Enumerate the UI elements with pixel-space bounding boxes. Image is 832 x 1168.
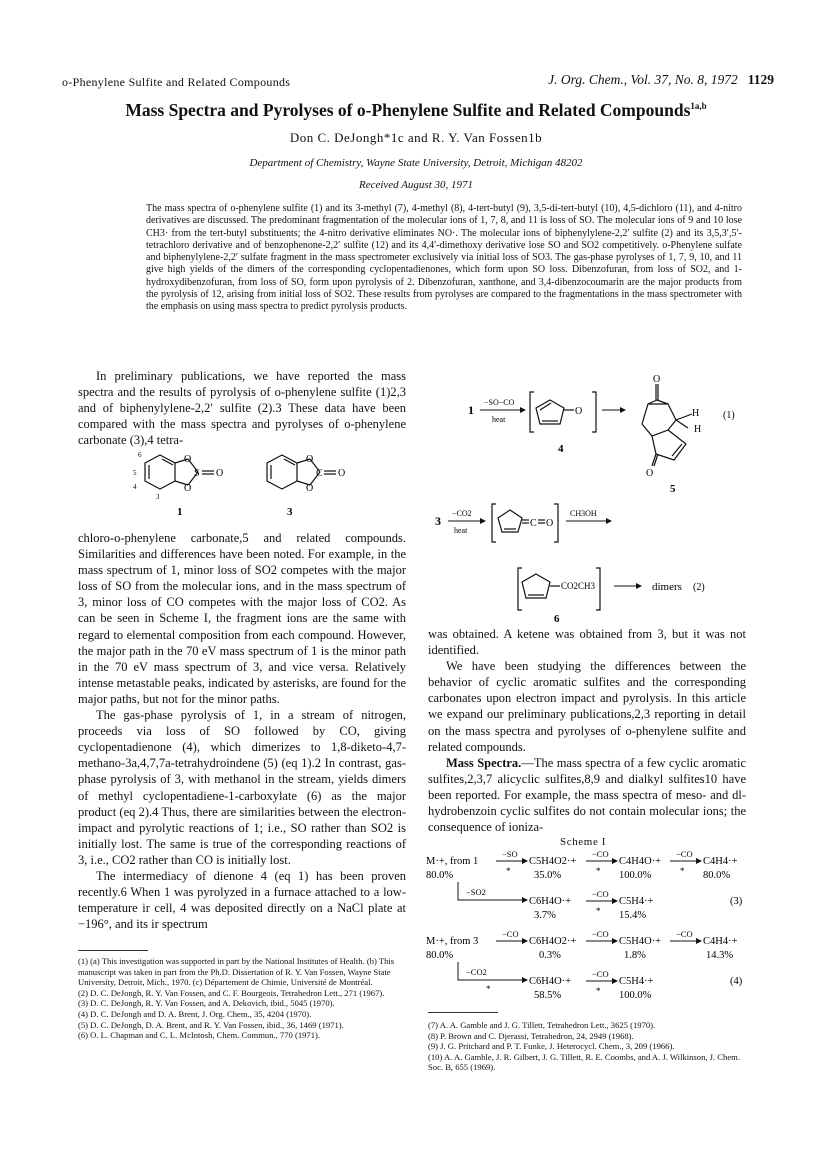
col1-block-b [78,530,406,932]
col1-paragraph-4: The intermediacy of dienone 4 (eq 1) has been proven recently.6 When 1 was pyrolyzed in a furnace attached to a low-temperature ir cell, 4 was deposited directly on a NaCl plate at −196°, and its ir spectrum [78,868,406,932]
dimer-5-oxygen-top: O [653,374,661,385]
ion-label: C4H4O·+ [619,856,662,867]
dimer-5-h1: H [692,408,700,419]
ion-abundance: 15.4% [619,910,647,921]
footnotes-left [78,956,406,1041]
scheme-label: Scheme I [560,836,607,848]
section-heading: Mass Spectra. [446,755,522,770]
col2-block [428,626,746,835]
structure-3 [267,455,336,489]
eq2-number: (2) [693,582,705,593]
eq4-number: (4) [730,976,743,987]
ion-abundance: 58.5% [534,990,562,1000]
ion-abundance: 35.0% [534,870,562,881]
col1-block-a [78,368,406,448]
eq1-reagent-top: −SO−CO [484,398,515,407]
structure-3-o-bottom: O [306,483,314,494]
eq2-arrowhead-3 [636,583,642,589]
ketene-o: O [546,518,554,529]
ring-number-5: 5 [133,469,137,477]
loss-label: −SO2 [466,887,486,897]
col2-paragraph-3 [428,755,746,835]
footnote: (10) A. A. Gamble, J. R. Gilbert, J. G. Tillett, R. E. Coombs, and A. J. Wilkinson, J. Chem. Soc. B, 655 (1969). [428,1051,740,1073]
eq1-start: 1 [468,403,474,417]
eq2-start: 3 [435,514,441,528]
ion-abundance: 1.8% [624,950,646,961]
running-head-left: o-Phenylene Sulfite and Related Compounds [62,75,291,89]
footnote: (6) O. L. Chapman and C. L. McIntosh, Chem. Commun., 770 (1971). [78,1030,321,1041]
metastable-mark: * [486,984,491,994]
eq1-reagent-bottom: heat [492,415,506,424]
scheme-start-1: M·+, from 1 [426,856,479,867]
eq2-arrowhead [480,518,486,524]
journal-citation: J. Org. Chem., Vol. 37, No. 8, 1972 [548,72,738,87]
footnote: (8) P. Brown and C. Djerassi, Tetrahedron, 24, 2949 (1968). [428,1030,634,1041]
ion-abundance: 0.3% [539,950,561,961]
metastable-mark: * [596,986,601,996]
dimer-5-oxygen-bottom: O [646,468,654,479]
eq1-intermediate-label: 4 [558,443,564,455]
article-title [0,100,832,121]
col2-paragraph-1: was obtained. A ketene was obtained from 3, but it was not identified. [428,627,746,658]
loss-label: −CO [592,929,609,939]
structure-1-o-bottom: O [184,483,192,494]
eq3-number: (3) [730,896,743,907]
eq1-arrowhead-2 [620,407,626,413]
loss-label: −CO [592,850,609,859]
footnotes-right [428,1020,746,1073]
metastable-mark: * [596,866,601,876]
footnote: (1) (a) This investigation was supported in part by the National Institutes of Health. (b) This manuscript was taken in part from the Ph.D. Dissertation of R. Y. Van Fossen, Wayne State University, Detroit, Mich., 1970. (c) Département de Chimie, Université de Montréal. [78,956,395,988]
footnote: (5) D. C. DeJongh, D. A. Brent, and R. Y. Van Fossen, ibid., 36, 1469 (1971). [78,1019,344,1030]
ring-number-4: 4 [133,483,137,491]
ion-label: C4H4·+ [703,936,738,947]
loss-label: −CO [592,889,609,899]
loss-label: −SO [502,850,518,859]
title-text: Mass Spectra and Pyrolyses of o-Phenylene Sulfite and Related Compounds [125,100,691,120]
structure-1-label: 1 [177,506,183,518]
eq2-product: dimers [652,581,682,593]
eq1-product-label: 5 [670,483,676,495]
running-head-right [548,72,774,88]
ion-label: C6H4O·+ [529,896,572,907]
structure-1-o-exo: O [216,468,224,479]
ion-label: C5H4·+ [619,976,654,987]
eq2-arrowhead-2 [606,518,612,524]
ketene-c: C [530,518,537,529]
ion-label: C5H4·+ [619,896,654,907]
col1-paragraph-1: In preliminary publications, we have reported the mass spectra and the results of pyrolysis of o-phenylene sulfite (1)2,3 and of biphenylylene-2,2′ sulfite (2).3 These data have been compared with the mass spectra and pyrolyses of o-phenylene carbonate (3),4 tetra- [78,369,406,448]
metastable-mark: * [680,866,685,876]
abstract: The mass spectra of o-phenylene sulfite (1) and its 3-methyl (7), 4-methyl (8), 4-tert-butyl (9), 3,5-di-tert-butyl (10), 4,5-dichloro (11), and 4-nitro derivatives are discussed. The predominant fragmentation of the molecular ions of 1, 7, 8, and 11 is loss of SO. The molecular ions of 9 and 10 lose CH3· from the tert-butyl substituents; the 4-nitro derivative eliminates NO·. The molecular ions of biphenylylene-2,2′ sulfite (2) and its 3,5,3′,5′-tetrachloro derivative and of benzophenone-2,2′ sulfite (12) and its 4,4′-dimethoxy derivative lose SO and SO2 competitively. o-Phenylene sulfate and biphenylylene-2,2′ sulfate fragment in the mass spectrometer exclusively via initial loss of SO3. The gas-phase pyrolyses of 1, 7, 9, 10, and 11 give high yields of the dimers of the corresponding cyclopentadienones, which form upon SO loss. Dibenzofuran, from loss of SO2, and 1-hydroxydibenzofuran, from loss of SO, form upon pyrolysis of 2. Dibenzofuran, xanthone, and 3,4-dibenzocoumarin are the major products from the pyrolysis of 12, arising from initial loss of SO2. These results from pyrolyses are compared to the fragmentations in the mass spectrometer with the emphasis on using mass spectra to predict pyrolysis products. [146,203,742,313]
loss-label: −CO [592,969,609,979]
ion-abundance: 80.0% [703,870,731,881]
ion-abundance: 100.0% [619,990,652,1000]
loss-label: −CO [502,929,519,939]
equations-1-and-2 [430,370,760,625]
ion-label: C5H4O·+ [619,936,662,947]
structure-3-o-top: O [306,454,314,465]
col1-paragraph-3: The gas-phase pyrolysis of 1, in a stream of nitrogen, proceeds via loss of SO followed by CO, giving cyclopentadienone (4), which dimerizes to 1,8-diketo-4,7-methano-3a,4,7,7a-tetrahydroindene (5) (eq 1).2 In contrast, gas-phase pyrolysis of 3, with methanol in the stream, yields dimers of methyl cyclopentadiene-1-carboxylate (6) as the major product (eq 2).4 Thus, there are similarities between the electron-impact and pyrolytic reactions of 1; i.e., SO rather than SO2 is initially lost. The same is true of the corresponding reactions of 3, i.e., CO2 rather than CO is initially lost. [78,708,406,867]
footnote: (7) A. A. Gamble and J. G. Tillett, Tetrahedron Lett., 3625 (1970). [428,1020,656,1030]
loss-label: −CO2 [466,967,487,977]
ester-substituent: CO2CH3 [561,581,596,591]
col1-paragraph-2: chloro-o-phenylene carbonate,5 and related compounds. Similarities and differences have been noted. For example, in the mass spectrum of 1, minor loss of SO2 competes with the major loss of SO from the molecular ions, and in the mass spectrum of 3, minor loss of CO competes with the major loss of CO2. As can be seen in Scheme I, the fragment ions are the same with regard to elemental composition from each compound. However, the major path in the 70 eV mass spectrum of 1 is the minor path in the 70 eV mass spectrum of 3, and vice versa. Relatively intense metastable peaks, indicated by asterisks, are found for the major paths, but not for the minor paths. [78,531,406,706]
loss-label: −CO [676,850,693,859]
metastable-mark: * [596,906,601,916]
footnote-rule-left [78,950,148,951]
ion-label: C6H4O2·+ [529,936,577,947]
authors: Don C. DeJongh*1c and R. Y. Van Fossen1b [289,130,543,145]
scheme-start-1-pct: 80.0% [426,870,454,881]
scheme-1 [426,850,756,1000]
title-footnote-mark: 1a,b [690,101,707,112]
structure-1-o-top: O [184,454,192,465]
cyclopentadienone-4 [530,392,596,432]
metastable-mark: * [506,866,511,876]
eq1-number: (1) [723,410,735,421]
eq2-reagent-2: CH3OH [570,509,597,518]
ion-abundance: 100.0% [619,870,652,881]
eq2-reagent-top: −CO2 [452,509,472,518]
footnote: (9) J. G. Pritchard and P. T. Funke, J. Heterocycl. Chem., 3, 209 (1966). [428,1041,675,1052]
dimer-5 [642,384,692,466]
structure-1-s: S [194,468,200,479]
ion-label: C4H4·+ [703,856,738,867]
ion-abundance: 3.7% [534,910,556,921]
structure-3-o-exo: O [338,468,346,479]
dimer-5-h2: H [694,424,702,435]
scheme-start-3: M·+, from 3 [426,936,479,947]
col2-paragraph-3-body: —The mass spectra of a few cyclic aromatic sulfites,2,3,7 alicyclic sulfites,8,9 and dialkyl sulfites10 have been reported. For example, the mass spectra of meso- and dl-hydrobenzoin cyclic sulfites do not contain molecular ions; the consequence of ioniza- [428,755,746,835]
received-date: Received August 30, 1971 [358,179,474,191]
footnote: (3) D. C. DeJongh, R. Y. Van Fossen, and A. Dekovich, ibid., 5045 (1970). [78,998,335,1009]
structure-3-c: C [316,468,323,479]
eq2-reagent-bottom: heat [454,526,468,535]
ion-label: C6H4O·+ [529,976,572,987]
ion-label: C5H4O2·+ [529,856,577,867]
structures-1-and-3 [130,445,370,525]
footnote-rule-right [428,1012,498,1013]
affiliation: Department of Chemistry, Wayne State University, Detroit, Michigan 48202 [249,157,583,169]
eq2-product-label: 6 [554,613,560,625]
footnote: (2) D. C. DeJongh, R. Y. Van Fossen, and C. F. Bourgeois, Tetrahedron Lett., 271 (1967). [78,987,385,998]
footnote: (4) D. C. DeJongh and D. A. Brent, J. Org. Chem., 35, 4204 (1970). [78,1008,312,1019]
eq1-arrowhead [520,407,526,413]
loss-label: −CO [676,929,693,939]
structure-1 [145,455,214,489]
ring-number-6: 6 [138,451,142,459]
ion-abundance: 14.3% [706,950,734,961]
col2-paragraph-2: We have been studying the differences between the behavior of cyclic aromatic sulfites and the corresponding carbonates upon electron impact and pyrolysis. In this article we expand our preliminary publications,2,3 reporting in detail on the mass spectra and pyrolyses of o-phenylene sulfite and related compounds. [428,659,746,754]
ring-number-3: 3 [156,493,160,501]
structure-3-label: 3 [287,506,293,518]
scheme-start-3-pct: 80.0% [426,950,454,961]
eq1-oxygen: O [575,406,583,417]
page-number: 1129 [747,72,774,87]
